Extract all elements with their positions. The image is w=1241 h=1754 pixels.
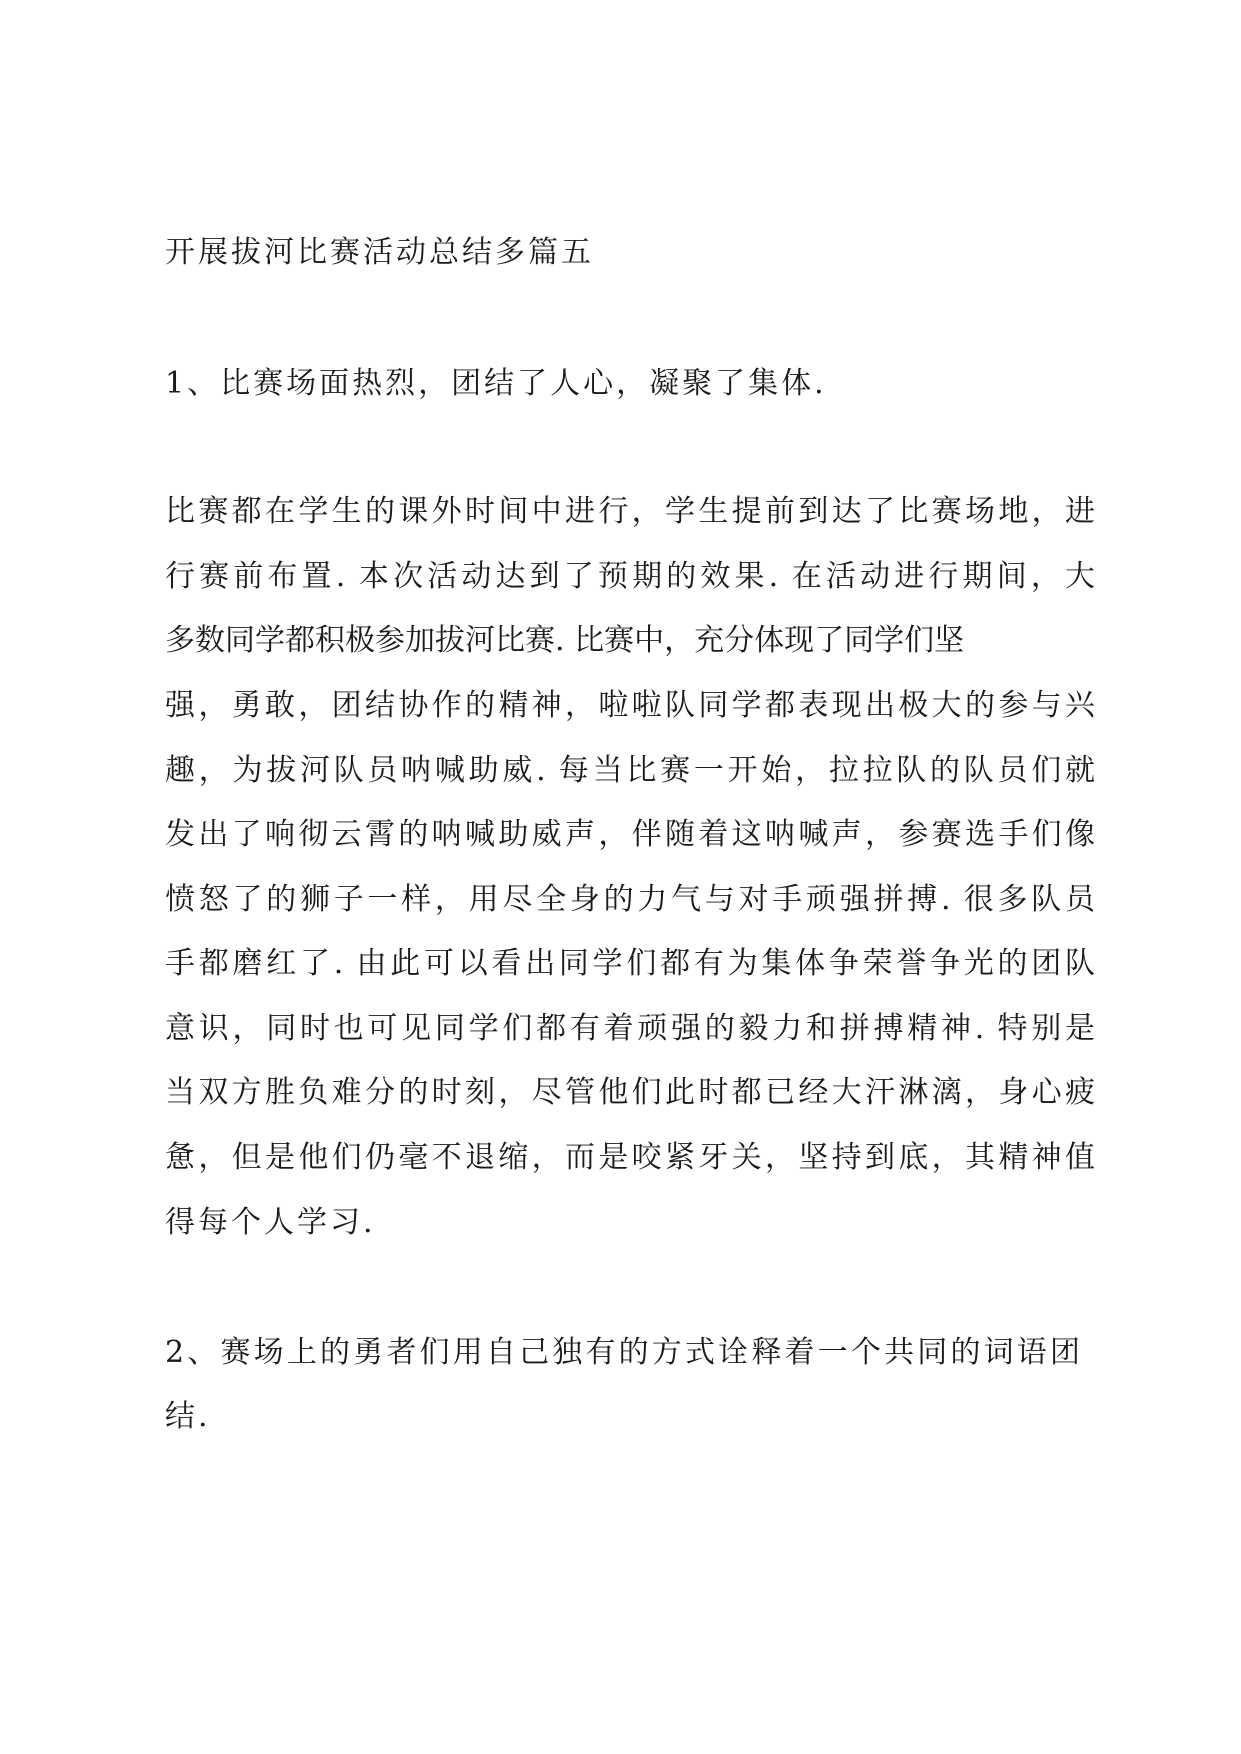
paragraph-line: 发出了响彻云霄的呐喊助威声，伴随着这呐喊声，参赛选手们像 (165, 817, 1095, 852)
paragraph-line: 得每个人学习. (165, 1205, 376, 1240)
section-2-heading-continuation: 结. (165, 1399, 211, 1434)
paragraph-line: 趣，为拔河队员呐喊助威. 每当比赛一开始，拉拉队的队员们就 (165, 753, 1095, 788)
section-2-heading: 2、赛场上的勇者们用自己独有的方式诠释着一个共同的词语团 (165, 1335, 1080, 1370)
paragraph-line: 行赛前布置. 本次活动达到了预期的效果. 在活动进行期间，大 (165, 559, 1095, 594)
paragraph-line: 多数同学都积极参加拔河比赛. 比赛中，充分体现了同学们坚 (165, 623, 965, 658)
paragraph-line: 手都磨红了. 由此可以看出同学们都有为集体争荣誉争光的团队 (165, 946, 1095, 981)
paragraph-line: 当双方胜负难分的时刻，尽管他们此时都已经大汗淋漓，身心疲 (165, 1075, 1095, 1110)
paragraph-line: 愤怒了的狮子一样，用尽全身的力气与对手顽强拼搏. 很多队员 (165, 882, 1095, 917)
paragraph-line: 比赛都在学生的课外时间中进行，学生提前到达了比赛场地，进 (165, 494, 1095, 529)
paragraph-line: 意识，同时也可见同学们都有着顽强的毅力和拼搏精神. 特别是 (165, 1011, 1095, 1046)
paragraph-line: 强，勇敢，团结协作的精神，啦啦队同学都表现出极大的参与兴 (165, 688, 1095, 723)
document-title: 开展拔河比赛活动总结多篇五 (165, 235, 594, 270)
paragraph-line: 惫，但是他们仍毫不退缩，而是咬紧牙关，坚持到底，其精神值 (165, 1140, 1095, 1175)
section-1-heading: 1、比赛场面热烈，团结了人心，凝聚了集体. (165, 366, 827, 401)
